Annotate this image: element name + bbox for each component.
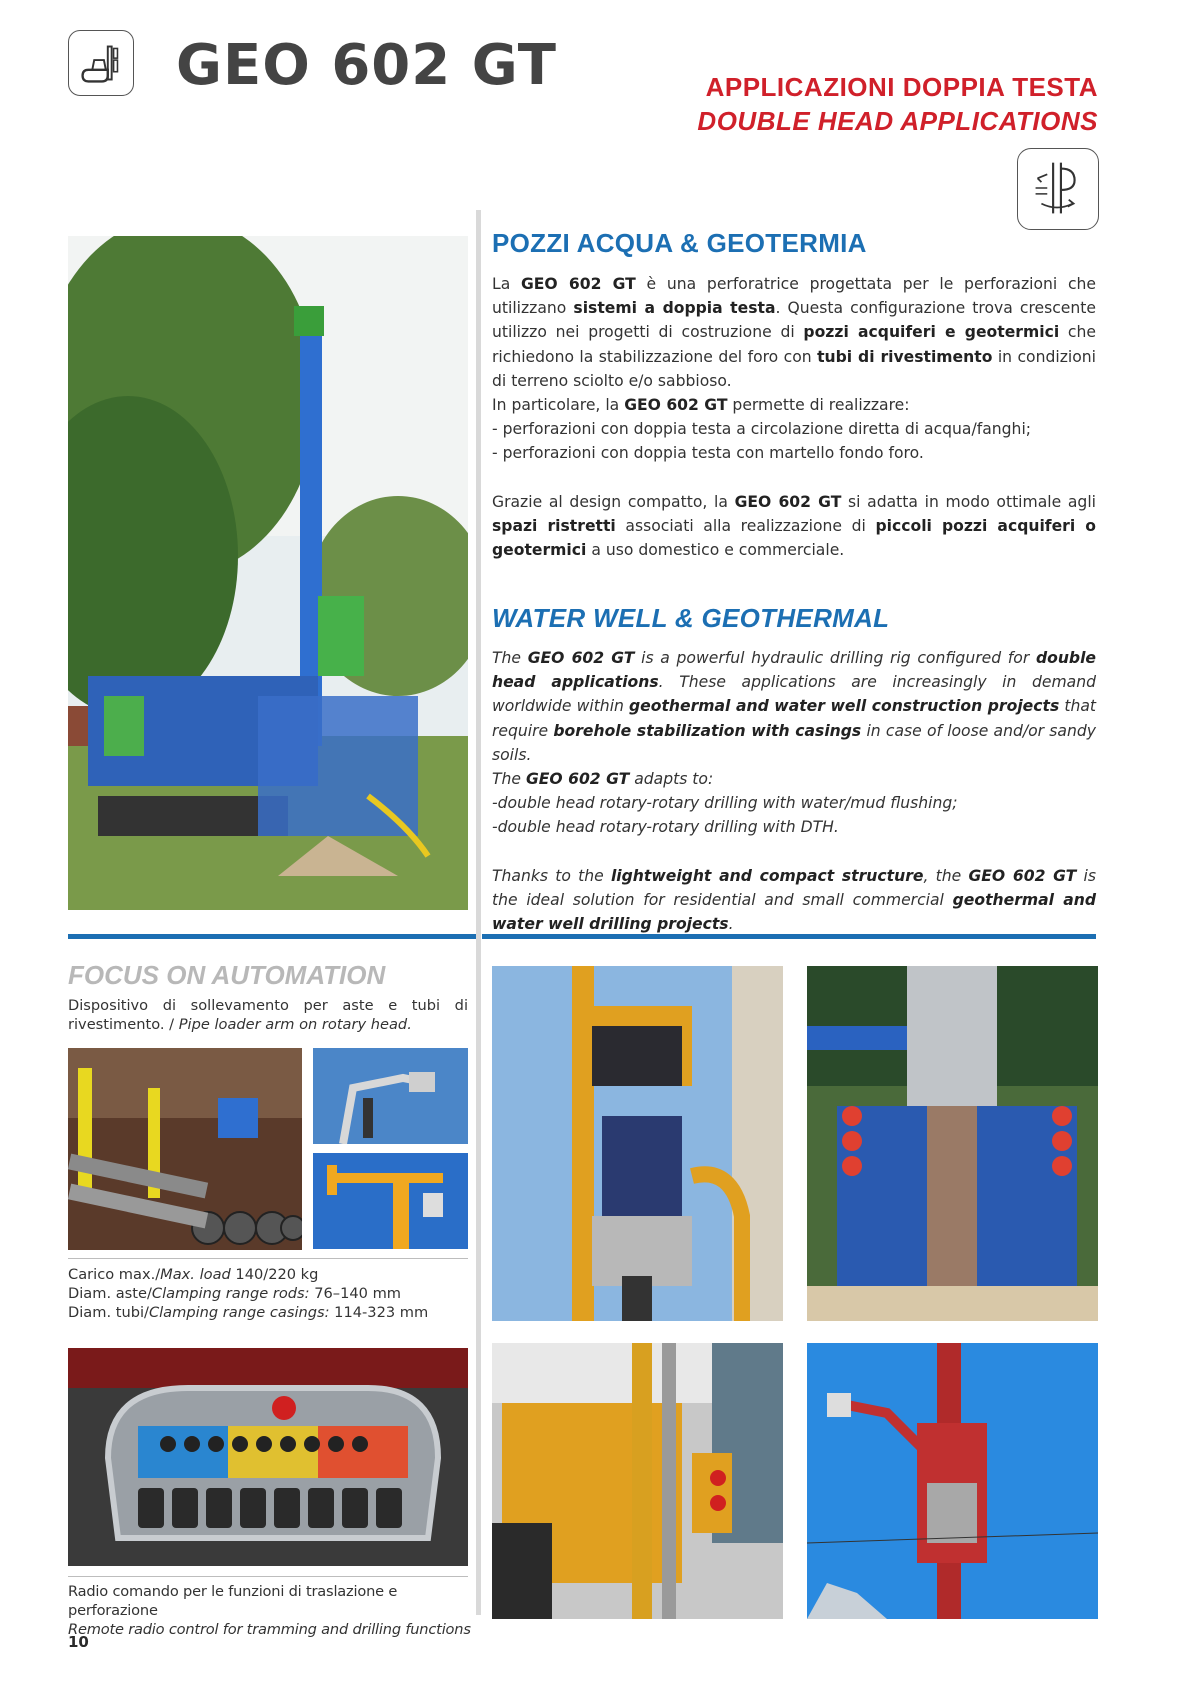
specs-list [68, 1265, 468, 1322]
section-it-p2: In particolare, la GEO 602 GT permette di realizzare: [492, 396, 910, 415]
section-it-list-item: - perforazioni con doppia testa con martello fondo foro. [492, 444, 924, 463]
emphasis-text: piccoli pozzi acquiferi o geotermici [492, 516, 1097, 560]
double-head-icon [1017, 148, 1099, 230]
emphasis-text: sistemi a doppia testa [573, 299, 776, 318]
specs-rule [68, 1258, 468, 1259]
focus-heading: FOCUS ON AUTOMATION [68, 960, 386, 990]
radio-caption-it: Radio comando per le funzioni di traslazione e perforazione [68, 1583, 398, 1619]
emphasis-text: spazi ristretti [492, 516, 616, 535]
focus-description [68, 996, 468, 1034]
emphasis-text: GEO 602 GT [734, 492, 842, 511]
radio-caption [68, 1582, 472, 1639]
double-head-clamp-photo [807, 966, 1098, 1321]
page-title: GEO 602 GT [176, 33, 557, 98]
section-it-p3: Grazie al design compatto, la GEO 602 GT si adatta in modo ottimale agli spazi ristretti associati alla realizzazione di piccoli pozzi acquiferi o geotermici a uso domestico e commerciale. [492, 492, 1097, 560]
section-en-list-item: -double head rotary-rotary drilling with DTH. [492, 818, 839, 837]
section-it-body [492, 272, 1096, 562]
emphasis-text: GEO 602 GT [525, 770, 630, 789]
emphasis-text: tubi di rivestimento [817, 347, 993, 366]
emphasis-text: borehole stabilization with casings [553, 721, 862, 740]
page-number: 10 [68, 1633, 89, 1651]
section-en-p2: The GEO 602 GT adapts to: [492, 770, 714, 789]
section-en-list-item: -double head rotary-rotary drilling with water/mud flushing; [492, 794, 958, 813]
pipe-loader-photo [68, 1048, 302, 1250]
emphasis-text: lightweight and compact structure [610, 866, 924, 885]
spec-clamping-rods: Diam. aste/Clamping range rods: 76–140 mm [68, 1285, 402, 1302]
focus-desc-en: Pipe loader arm on rotary head. [178, 1016, 412, 1033]
yellow-rig-photo [492, 1343, 783, 1619]
section-bar-left [68, 934, 476, 939]
radio-control-photo [68, 1348, 468, 1566]
emphasis-text: geothermal and water well construction projects [629, 697, 1060, 716]
section-en-body [492, 646, 1096, 936]
emphasis-text: GEO 602 GT [527, 649, 635, 667]
applications-title-it: APPLICAZIONI DOPPIA TESTA [705, 72, 1098, 102]
rig-logo-icon [68, 30, 134, 96]
rig-main-photo [68, 236, 468, 910]
section-it-list-item: - perforazioni con doppia testa a circolazione diretta di acqua/fanghi; [492, 420, 1032, 439]
section-it-p1: La GEO 602 GT è una perforatrice progettata per le perforazioni che utilizzano sistemi a doppia testa. Questa configurazione trova crescente utilizzo nei progetti di costruzione di pozzi acquiferi e geotermici che richiedono la stabilizzazione del foro con tubi di rivestimento in condizioni di terreno sciolto e/o sabbioso. [492, 275, 1096, 390]
heading-water-well: WATER WELL & GEOTHERMAL [492, 603, 890, 633]
emphasis-text: double head applications [492, 649, 1096, 692]
focus-desc-it: Dispositivo di sollevamento per aste e tubi di rivestimento. / [68, 997, 468, 1033]
applications-title-en: DOUBLE HEAD APPLICATIONS [697, 106, 1098, 136]
column-divider [476, 210, 481, 1615]
loader-arm-yellow-photo [313, 1153, 468, 1249]
emphasis-text: geothermal and water well drilling projects [492, 890, 1096, 934]
radio-caption-en: Remote radio control for tramming and drilling functions [68, 1621, 471, 1638]
emphasis-text: GEO 602 GT [520, 275, 636, 293]
section-bar-right [482, 934, 1096, 939]
emphasis-text: GEO 602 GT [968, 866, 1077, 885]
rotary-head-photo [492, 966, 783, 1321]
section-en-p1: The GEO 602 GT is a powerful hydraulic drilling rig configured for double head applications. These applications are increasingly in demand worldwide within geothermal and water well construction projects that require borehole stabilization with casings in case of loose and/or sandy soils. [492, 649, 1096, 764]
spec-max-load: Carico max./Max. load 140/220 kg [68, 1266, 319, 1283]
red-rig-photo [807, 1343, 1098, 1619]
heading-pozzi-acqua: POZZI ACQUA & GEOTERMIA [492, 228, 867, 258]
radio-rule [68, 1576, 468, 1577]
section-en-p3: Thanks to the lightweight and compact structure, the GEO 602 GT is the ideal solution for residential and small commercial geothermal and water well drilling projects. [492, 866, 1096, 934]
spec-clamping-casings: Diam. tubi/Clamping range casings: 114-323 mm [68, 1304, 429, 1321]
loader-arm-photo [313, 1048, 468, 1144]
emphasis-text: GEO 602 GT [624, 396, 728, 415]
emphasis-text: pozzi acquiferi e geotermici [803, 323, 1060, 342]
